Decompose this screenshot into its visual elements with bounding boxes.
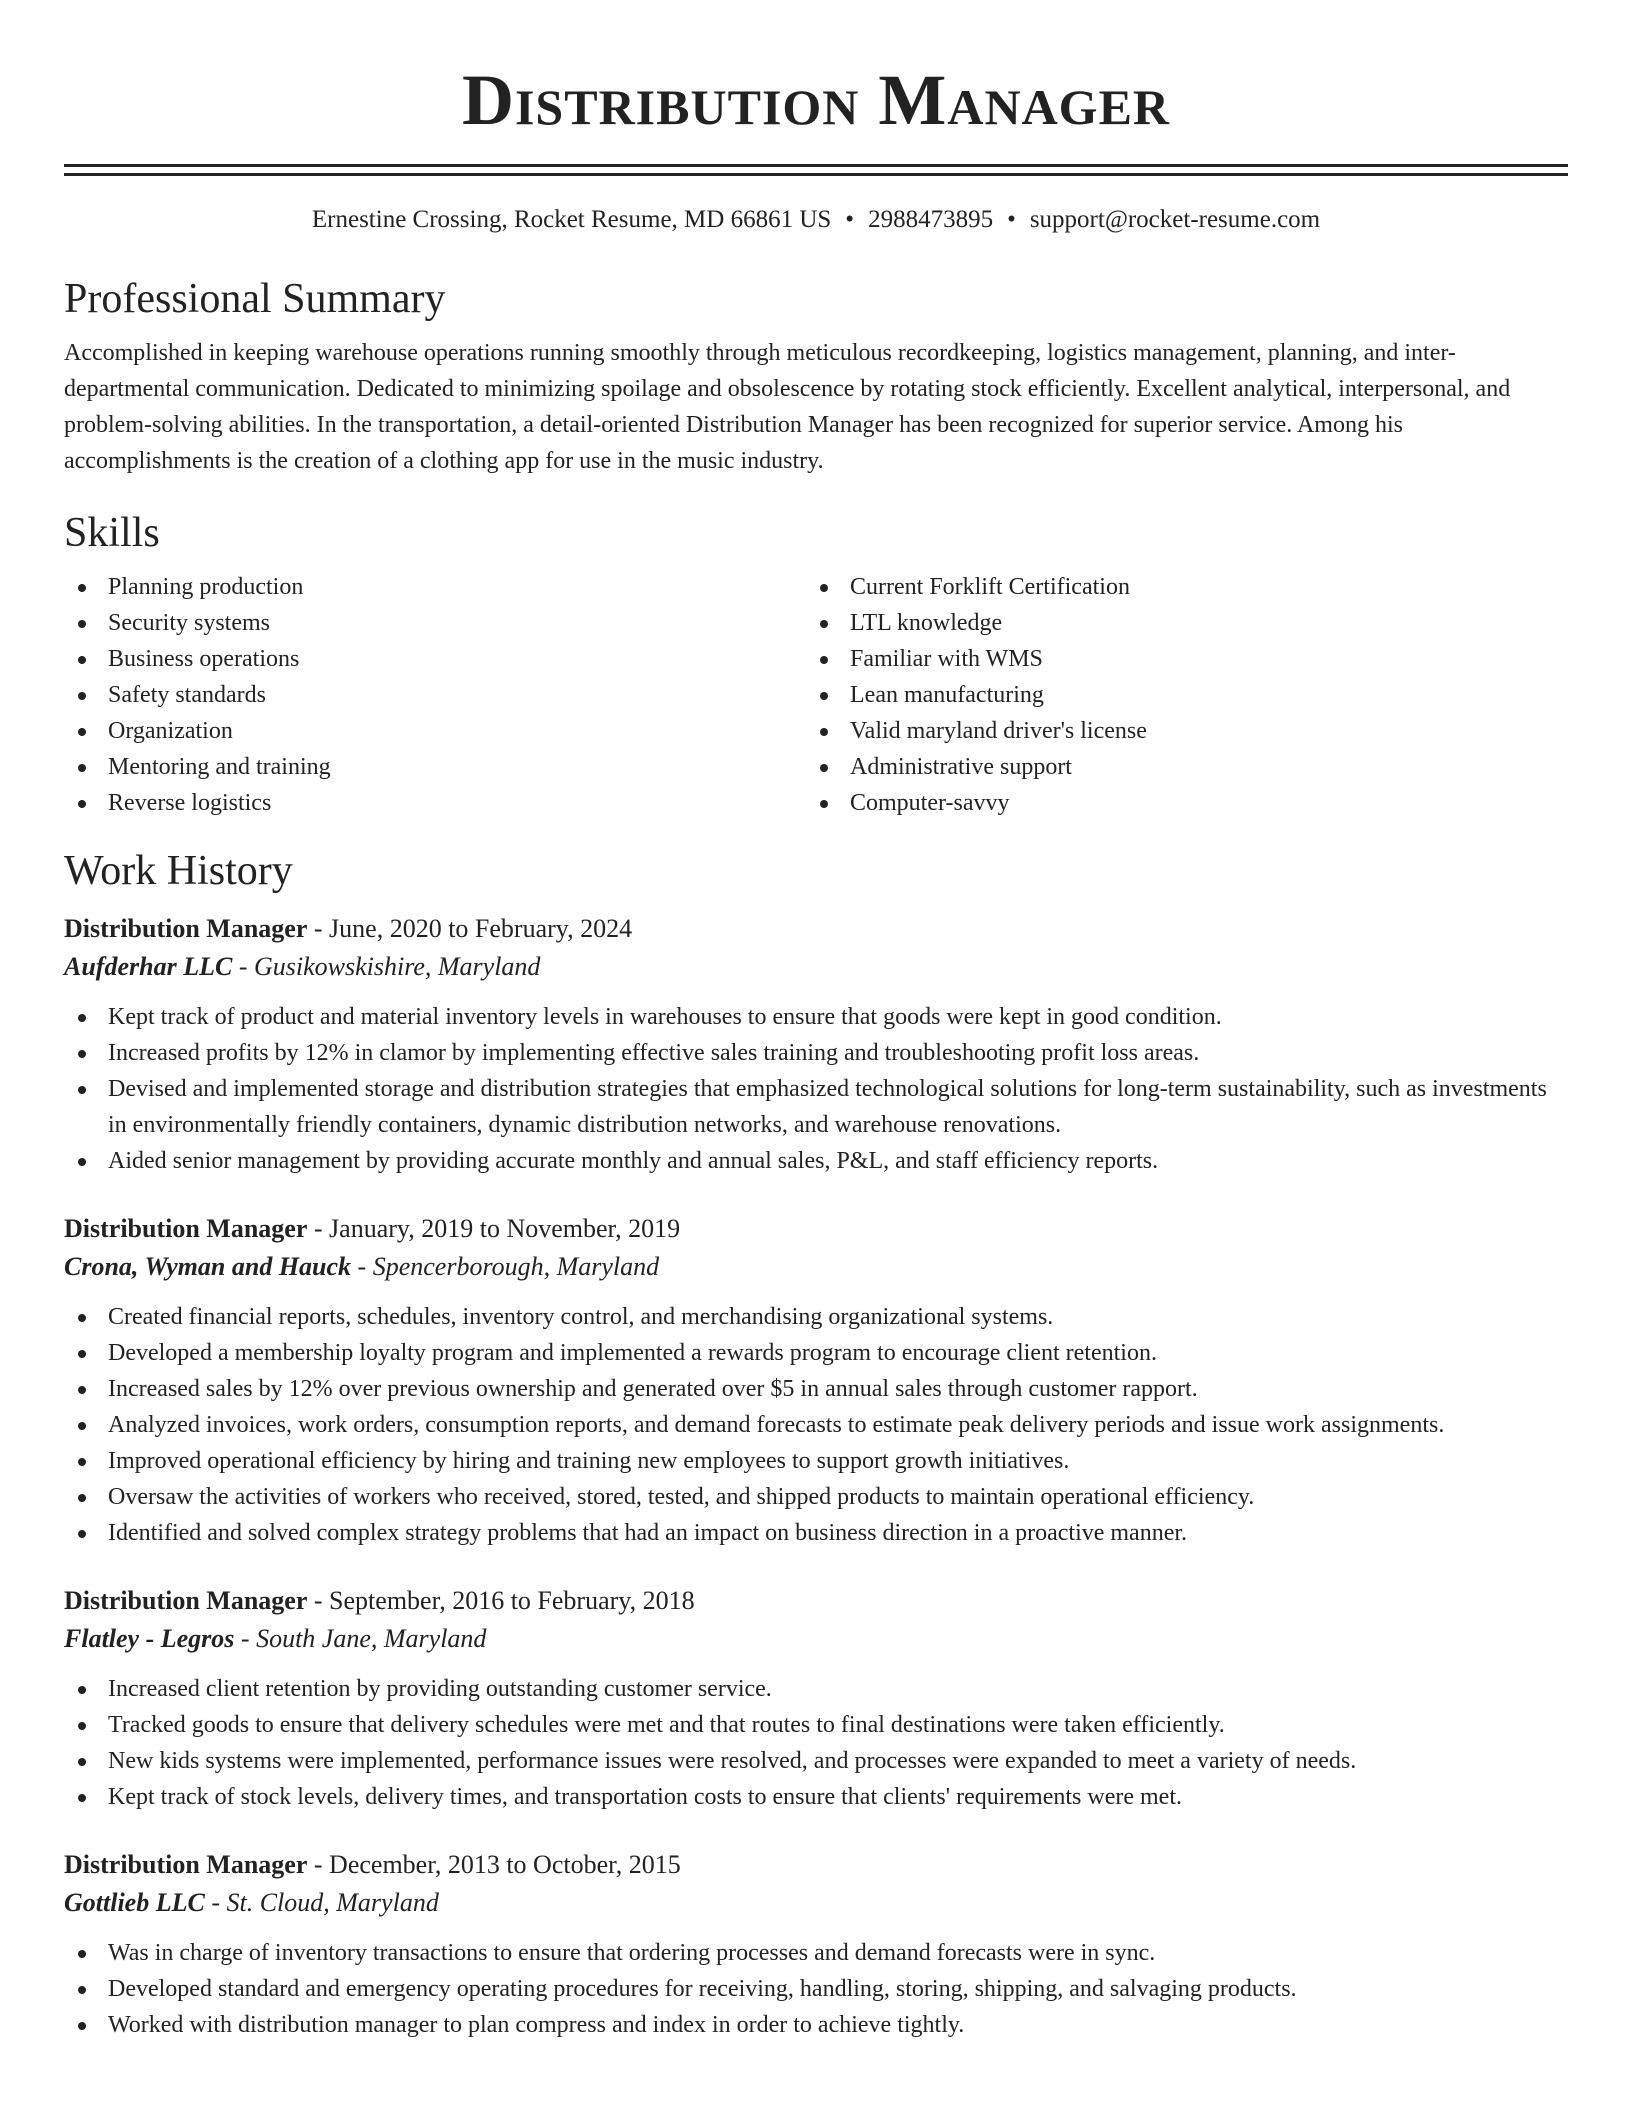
title-divider	[64, 164, 1568, 167]
list-item-text: Kept track of product and material inventory levels in warehouses to ensure that goods were kept in good condition.	[108, 1004, 1222, 1030]
bullet-icon	[820, 584, 828, 592]
list-item-text: Worked with distribution manager to plan compress and index in order to achieve tightly.	[108, 2012, 965, 2038]
bullet-icon	[78, 728, 86, 736]
skills-columns	[64, 569, 1568, 821]
bullet-icon	[820, 620, 828, 628]
skill-item	[806, 605, 1548, 641]
list-item-text: New kids systems were implemented, performance issues were resolved, and processes were expanded to meet a variety of needs.	[108, 1748, 1357, 1774]
job-entry	[64, 1847, 1568, 2043]
skills-heading: Skills	[64, 510, 160, 556]
list-item-text: Increased client retention by providing outstanding customer service.	[108, 1676, 772, 1702]
job-title: Distribution Manager	[64, 1850, 308, 1879]
skill-item	[806, 569, 1548, 605]
contact-email: support@rocket-resume.com	[1029, 206, 1321, 233]
company-location: - Spencerborough, Maryland	[351, 1252, 660, 1281]
list-item-text: Was in charge of inventory transactions to ensure that ordering processes and demand forecasts were in sync.	[108, 1940, 1156, 1966]
list-item-text: Planning production	[108, 574, 304, 600]
bullet-icon	[78, 1086, 86, 1094]
list-item	[64, 1143, 1568, 1179]
job-dates: - December, 2013 to October, 2015	[307, 1850, 681, 1879]
bullet-icon	[78, 1950, 86, 1958]
list-item	[64, 1479, 1568, 1515]
list-item	[64, 1707, 1568, 1743]
list-item-text: Oversaw the activities of workers who received, stored, tested, and shipped products to maintain operational efficiency.	[108, 1484, 1255, 1510]
job-title-line	[64, 1847, 1568, 1883]
skill-item	[64, 605, 806, 641]
contact-separator: •	[1007, 206, 1016, 233]
bullet-icon	[78, 1722, 86, 1730]
bullet-icon	[78, 1530, 86, 1538]
list-item	[64, 1515, 1568, 1551]
bullet-icon	[78, 620, 86, 628]
skill-item	[64, 749, 806, 785]
company-location: - South Jane, Maryland	[234, 1624, 487, 1653]
job-title: Distribution Manager	[64, 914, 308, 943]
bullet-icon	[78, 692, 86, 700]
list-item-text: Current Forklift Certification	[850, 574, 1130, 600]
bullet-icon	[78, 1494, 86, 1502]
list-item-text: Reverse logistics	[108, 790, 272, 816]
list-item-text: Devised and implemented storage and distribution strategies that emphasized technological solutions for long-term sustainability, such as investments in environmentally friendly containers, dynamic distribution networks, and warehouse renovations.	[108, 1076, 1547, 1138]
job-dates: - June, 2020 to February, 2024	[307, 914, 633, 943]
contact-separator: •	[845, 206, 855, 233]
skill-item	[806, 785, 1548, 821]
list-item	[64, 1935, 1568, 1971]
summary-heading: Professional Summary	[64, 276, 446, 322]
skill-item	[806, 713, 1548, 749]
bullet-icon	[78, 764, 86, 772]
contact-phone: 2988473895	[868, 206, 994, 233]
list-item-text: Mentoring and training	[108, 754, 331, 780]
job-duties-list	[64, 1671, 1568, 1815]
job-duties-list	[64, 1935, 1568, 2043]
bullet-icon	[78, 656, 86, 664]
job-title: Distribution Manager	[64, 1214, 308, 1243]
bullet-icon	[78, 1386, 86, 1394]
skill-item	[64, 569, 806, 605]
job-entry	[64, 1583, 1568, 1815]
job-title-line	[64, 1211, 1568, 1247]
bullet-icon	[78, 584, 86, 592]
bullet-icon	[78, 1758, 86, 1766]
skill-item	[64, 785, 806, 821]
contact-line	[64, 203, 1568, 237]
bullet-icon	[78, 1158, 86, 1166]
job-title-line	[64, 911, 1568, 947]
resume-page	[64, 0, 1568, 2043]
bullet-icon	[78, 1350, 86, 1358]
list-item-text: Lean manufacturing	[850, 682, 1044, 708]
list-item-text: Business operations	[108, 646, 300, 672]
skill-item	[64, 713, 806, 749]
company-line	[64, 947, 1568, 987]
bullet-icon	[78, 2022, 86, 2030]
list-item-text: Aided senior management by providing accurate monthly and annual sales, P&L, and staff efficiency reports.	[108, 1148, 1159, 1174]
list-item-text: Organization	[108, 718, 233, 744]
list-item-text: Security systems	[108, 610, 270, 636]
list-item-text: Increased sales by 12% over previous ownership and generated over $5 in annual sales through customer rapport.	[108, 1376, 1198, 1402]
list-item-text: Developed a membership loyalty program and implemented a rewards program to encourage client retention.	[108, 1340, 1157, 1366]
bullet-icon	[78, 1458, 86, 1466]
job-entry	[64, 911, 1568, 1179]
company-name: Crona, Wyman and Hauck	[64, 1252, 352, 1281]
company-name: Gottlieb LLC	[64, 1888, 205, 1917]
company-name: Flatley - Legros	[64, 1624, 235, 1653]
list-item-text: Administrative support	[850, 754, 1072, 780]
bullet-icon	[78, 1794, 86, 1802]
work-history-heading: Work History	[64, 848, 293, 894]
company-line	[64, 1247, 1568, 1287]
bullet-icon	[78, 1986, 86, 1994]
skill-item	[64, 677, 806, 713]
bullet-icon	[78, 800, 86, 808]
list-item-text: Increased profits by 12% in clamor by implementing effective sales training and troubleshooting profit loss areas.	[108, 1040, 1200, 1066]
skill-item	[64, 641, 806, 677]
bullet-icon	[820, 692, 828, 700]
job-duties-list	[64, 999, 1568, 1179]
bullet-icon	[78, 1314, 86, 1322]
job-duties-list	[64, 1299, 1568, 1551]
list-item	[64, 1335, 1568, 1371]
skills-list-left	[64, 569, 806, 821]
skill-item	[806, 677, 1548, 713]
list-item-text: Familiar with WMS	[850, 646, 1043, 672]
list-item	[64, 1743, 1568, 1779]
bullet-icon	[820, 728, 828, 736]
bullet-icon	[78, 1686, 86, 1694]
contact-address: Ernestine Crossing, Rocket Resume, MD 66861 US	[311, 206, 832, 233]
bullet-icon	[820, 764, 828, 772]
job-title: Distribution Manager	[64, 1586, 308, 1615]
company-line	[64, 1619, 1568, 1659]
list-item-text: Valid maryland driver's license	[850, 718, 1147, 744]
list-item-text: Created financial reports, schedules, inventory control, and merchandising organizational systems.	[108, 1304, 1054, 1330]
skill-item	[806, 749, 1548, 785]
company-line	[64, 1883, 1568, 1923]
job-dates: - September, 2016 to February, 2018	[307, 1586, 695, 1615]
list-item-text: LTL knowledge	[850, 610, 1003, 636]
skills-list-right	[806, 569, 1548, 821]
company-location: - Gusikowskishire, Maryland	[232, 952, 541, 981]
bullet-icon	[820, 656, 828, 664]
list-item	[64, 999, 1568, 1035]
bullet-icon	[78, 1050, 86, 1058]
list-item	[64, 1071, 1568, 1143]
list-item-text: Kept track of stock levels, delivery times, and transportation costs to ensure that clients' requirements were met.	[108, 1784, 1182, 1810]
list-item	[64, 1779, 1568, 1815]
list-item-text: Computer-savvy	[850, 790, 1010, 816]
list-item	[64, 1299, 1568, 1335]
list-item	[64, 2007, 1568, 2043]
list-item	[64, 1371, 1568, 1407]
list-item-text: Identified and solved complex strategy problems that had an impact on business direction in a proactive manner.	[108, 1520, 1188, 1546]
summary-text: Accomplished in keeping warehouse operations running smoothly through meticulous recordkeeping, logistics management, planning, and inter-departmental communication. Dedicated to minimizing spoilage and obsolescence by rotating stock efficiently. Excellent analytical, interpersonal, and problem-solving abilities. In the transportation, a detail-oriented Distribution Manager has been recognized for superior service. Among his accomplishments is the creation of a clothing app for use in the music industry.	[64, 340, 1511, 474]
list-item	[64, 1971, 1568, 2007]
job-dates: - January, 2019 to November, 2019	[307, 1214, 681, 1243]
list-item	[64, 1407, 1568, 1443]
list-item-text: Developed standard and emergency operating procedures for receiving, handling, storing, shipping, and salvaging products.	[108, 1976, 1297, 2002]
resume-title: Distribution Manager	[461, 60, 1171, 140]
skill-item	[806, 641, 1548, 677]
bullet-icon	[820, 800, 828, 808]
list-item-text: Improved operational efficiency by hiring and training new employees to support growth initiatives.	[108, 1448, 1070, 1474]
list-item	[64, 1671, 1568, 1707]
list-item-text: Tracked goods to ensure that delivery schedules were met and that routes to final destinations were taken efficiently.	[108, 1712, 1225, 1738]
company-location: - St. Cloud, Maryland	[204, 1888, 439, 1917]
bullet-icon	[78, 1422, 86, 1430]
list-item	[64, 1443, 1568, 1479]
work-history-list	[64, 911, 1568, 2043]
list-item-text: Analyzed invoices, work orders, consumption reports, and demand forecasts to estimate peak delivery periods and issue work assignments.	[108, 1412, 1445, 1438]
company-name: Aufderhar LLC	[64, 952, 233, 981]
job-entry	[64, 1211, 1568, 1551]
list-item-text: Safety standards	[108, 682, 266, 708]
job-title-line	[64, 1583, 1568, 1619]
bullet-icon	[78, 1014, 86, 1022]
list-item	[64, 1035, 1568, 1071]
